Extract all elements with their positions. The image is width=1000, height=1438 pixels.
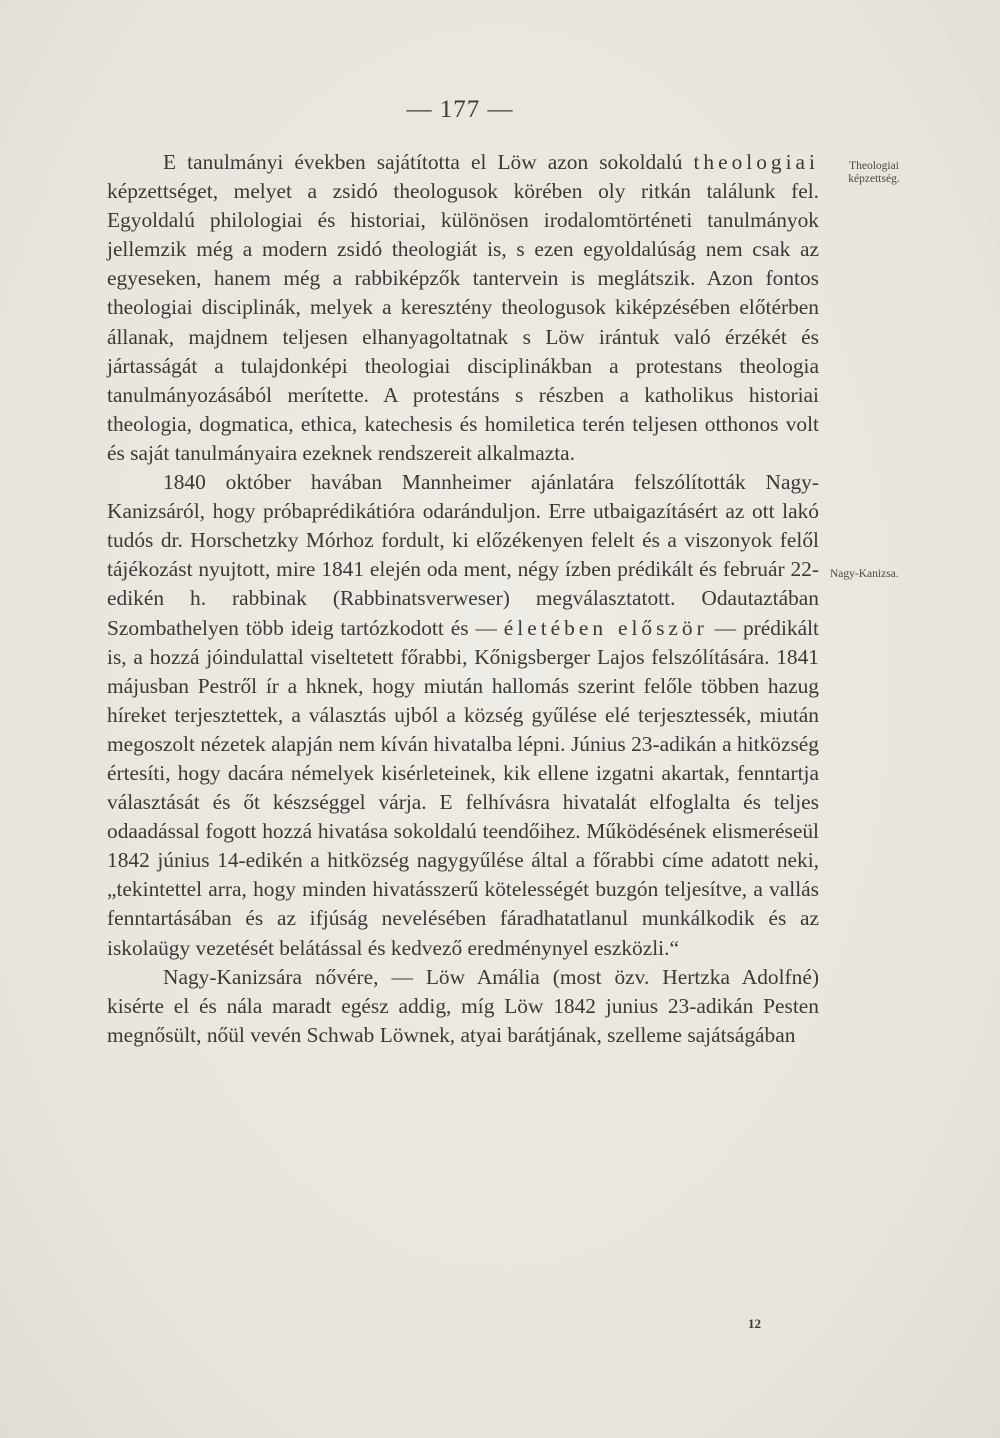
- page-number: — 177 —: [406, 96, 514, 123]
- paragraph-1: [107, 148, 819, 468]
- body-text: [107, 148, 819, 1050]
- paragraph-2: [107, 468, 819, 963]
- margin-note-theology: Theologiai képzettség.: [848, 160, 900, 185]
- signature-mark: 12: [748, 1316, 761, 1331]
- paragraph-1-rest: képzettséget, melyet a zsidó theologusok körében oly ritkán találunk fel. Egyoldalú philologiai és historiai, különösen irodalomtörténeti tanulmányok jellemzik még a modern zsidó theologiát is, s ezen egyoldalúság nem csak az egyeseken, hanem még a rabbiképzők tantervein is meglátszik. Azon fontos theologiai disciplinák, melyek a keresztény theologusok kiképzésében előtérben állanak, majdnem teljesen elhanyagoltatnak s Löw irántuk való érzékét és jártasságát a tulajdonképi theologiai disciplinákban a protestans theologia tanulmányozásából merítette. A protestáns s részben a katholikus historiai theologia, dogmatica, ethica, katechesis és homiletica terén teljesen otthonos volt és saját tanulmányaira ezeknek rendszereit alkalmazta.: [107, 179, 819, 465]
- paragraph-2-start: 1840 október havában Mannheimer ajánlatára felszólították Nagy-Kanizsáról, hogy próbaprédikátióra odaránduljon. Erre utbaigazításért az ott lakó tudós dr. Horschetzky Mórhoz fordult, ki előzékenyen felelt és a viszonyok felől tájékozást nyujtott, mire 1841 elején oda ment, négy ízben prédikált és február 22-edikén h. rabbinak (Rabbinatsverweser) megválasztatott. Odautaztában Szombathelyen több ideig tartózkodott és —: [107, 470, 819, 640]
- margin-note-nagy-kanizsa: Nagy-Kanizsa.: [830, 568, 899, 580]
- paragraph-2-spaced: életében először: [503, 615, 708, 640]
- paragraph-2-rest: — prédikált is, a hozzá jóindulattal viseltetett főrabbi, Kőnigsberger Lajos felszólítására. 1841 májusban Pestről ír a hknek, hogy miután hallomás szerint felőle többen hazug híreket terjesztettek, a választás ujból a község gyűlése elé terjesztessék, miután megoszolt nézetek alapján nem kíván hivatalba lépni. Június 23-adikán a hitközség értesíti, hogy dacára némelyek kisérleteinek, kik ellene izgatni akartak, fenntartja választását és őt készséggel várja. E felhívásra hivatalát elfoglalta és teljes odaadással fogott hozzá hivatása sokoldalú teendőihez. Működésének elismeréseül 1842 június 14-edikén a hitközség nagygyűlése által a főrabbi címe adatott neki, „tekintettel arra, hogy minden hivatásszerű kötelességét buzgón teljesítve, a vallás fenntartásában és az ifjúság nevelésében fáradhatatlanul munkálkodik és az iskolaügy vezetését belátással és kedvező eredménynyel eszközli.“: [107, 615, 819, 960]
- paragraph-1-start: E tanulmányi években sajátította el Löw azon sokoldalú: [163, 150, 694, 174]
- paragraph-3: Nagy-Kanizsára nővére, — Löw Amália (most özv. Hertzka Adolfné) kisérte el és nála maradt egész addig, míg Löw 1842 junius 23-adikán Pesten megnősült, nőül vevén Schwab Löwnek, atyai barátjának, szelleme sajátságában: [107, 964, 819, 1047]
- paragraph-1-spaced: theologiai: [693, 150, 819, 174]
